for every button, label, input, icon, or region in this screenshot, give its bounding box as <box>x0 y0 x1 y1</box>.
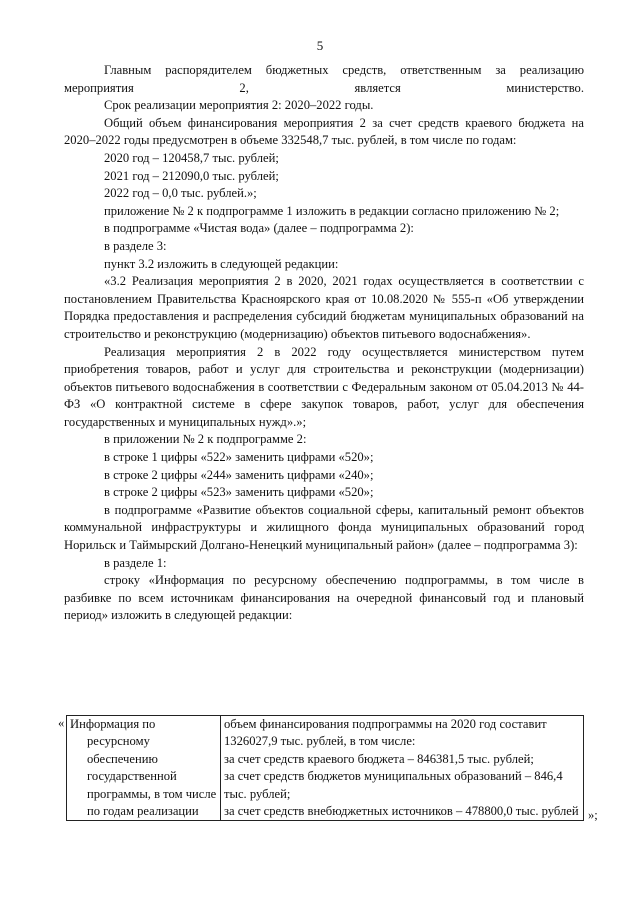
table-cell-value <box>221 716 584 821</box>
paragraph: 2022 год – 0,0 тыс. рублей.»; <box>104 186 257 201</box>
document-body <box>64 62 584 625</box>
paragraph: Главным распорядителем бюджетных средств, ответственным за реализацию мероприятия 2, является министерство. <box>64 63 584 95</box>
paragraph: 2021 год – 212090,0 тыс. рублей; <box>104 168 279 183</box>
paragraph: Срок реализации мероприятия 2: 2020–2022 годы. <box>104 98 374 113</box>
paragraph: в подпрограмме «Развитие объектов социальной сферы, капитальный ремонт объектов коммунальной инфраструктуры и жилищного фонда муниципальных образований город Норильск и Таймырский Долгано-Ненецкий муниципальный район» (далее – подпрограмма 3): <box>64 502 584 553</box>
table-row <box>67 716 584 821</box>
value-line: за счет средств внебюджетных источников – 478800,0 тыс. рублей <box>224 804 579 819</box>
paragraph: в строке 1 цифры «522» заменить цифрами «520»; <box>104 450 374 465</box>
paragraph: «3.2 Реализация мероприятия 2 в 2020, 2021 годах осуществляется в соответствии с постановлением Правительства Красноярского края от 10.08.2020 № 555-п «Об утверждении Порядка предоставления и распределения субсидий бюджетам муниципальных образований на строительство и реконструкцию (модернизацию) объектов питьевого водоснабжения». <box>64 274 584 341</box>
paragraph: в подпрограмме «Чистая вода» (далее – подпрограмма 2): <box>104 221 414 236</box>
paragraph: в приложении № 2 к подпрограмме 2: <box>104 432 307 447</box>
paragraph: в строке 2 цифры «244» заменить цифрами «240»; <box>104 467 374 482</box>
label-text: Информация по ресурсному обеспечению государственной программы, в том числе по годам реализации <box>70 717 217 819</box>
value-line: объем финансирования подпрограммы на 2020 год составит 1326027,9 тыс. рублей, в том числе: <box>224 717 547 749</box>
paragraph: в строке 2 цифры «523» заменить цифрами «520»; <box>104 485 374 500</box>
paragraph: 2020 год – 120458,7 тыс. рублей; <box>104 150 279 165</box>
paragraph: приложение № 2 к подпрограмме 1 изложить в редакции согласно приложению № 2; <box>104 203 560 218</box>
resource-info-table <box>66 715 584 821</box>
page-number: 5 <box>316 38 324 53</box>
table-open-quote: « <box>58 716 65 730</box>
paragraph: Общий объем финансирования мероприятия 2 за счет средств краевого бюджета на 2020–2022 годы предусмотрен в объеме 332548,7 тыс. рублей, в том числе по годам: <box>64 115 584 148</box>
paragraph: в разделе 1: <box>104 555 167 570</box>
table-close-quote: »; <box>588 808 598 822</box>
value-line: за счет средств краевого бюджета – 846381,5 тыс. рублей; <box>224 751 534 766</box>
value-line: за счет средств бюджетов муниципальных образований – 846,4 тыс. рублей; <box>224 769 563 801</box>
paragraph: в разделе 3: <box>104 238 167 253</box>
paragraph: пункт 3.2 изложить в следующей редакции: <box>104 256 339 271</box>
table-cell-label <box>67 716 221 821</box>
paragraph: строку «Информация по ресурсному обеспечению подпрограммы, в том числе в разбивке по всем источникам финансирования на очередной финансовый год и плановый период» изложить в следующей редакции: <box>64 573 584 623</box>
paragraph: Реализация мероприятия 2 в 2022 году осуществляется министерством путем приобретения товаров, работ и услуг для строительства и реконструкции (модернизации) объектов питьевого водоснабжения в соответствии с Федеральным законом от 05.04.2013 № 44-ФЗ «О контрактной системе в сфере закупок товаров, работ, услуг для обеспечения государственных и муниципальных нужд».»; <box>64 344 584 429</box>
